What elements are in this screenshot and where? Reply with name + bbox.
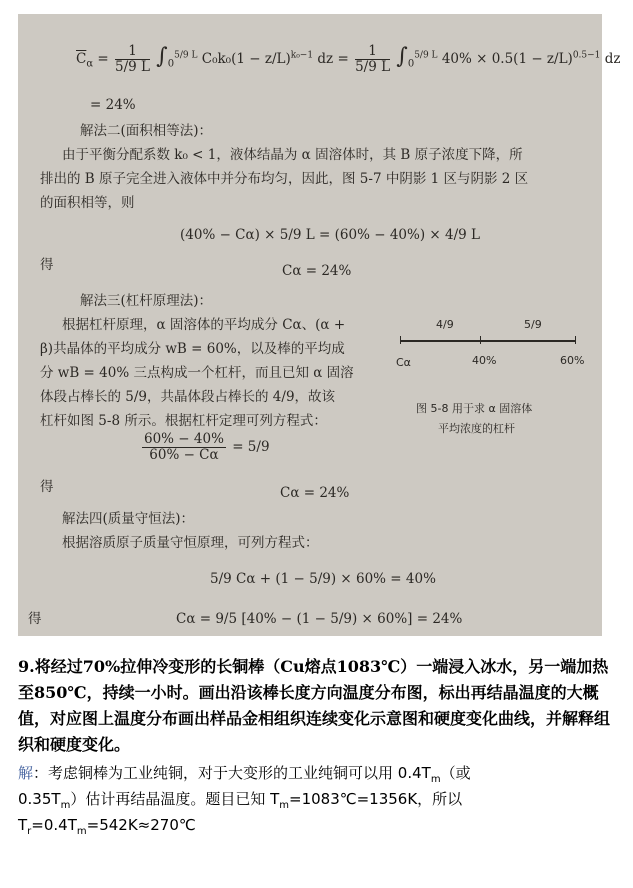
method3-title: 解法三(杠杆原理法)： <box>80 293 213 309</box>
solution-label: 解 <box>18 764 34 782</box>
equation-integral: $\overline{C}_\alpha$ = $\frac{1}{5/9 L}$ $\int_0^{5/9 L}$ $C_0k_0(1 - z/L)^{k_0-1}$ dz = $\frac{1}{5/9 L}$ $\int_0^{5/9 L}$ $40\% \times 0.5(1 - z/L)^{0.5-1}$ dz <box>76 43 621 75</box>
solution-line: $T_r=0.4T_m=542K\approx 270℃$ <box>18 816 196 837</box>
question-9: 9.将经过70%拉伸冷变形的长铜棒（Cu熔点1083℃）一端浸入冰水，另一端加热至850℃，持续一小时。画出沿该棒长度方向温度分布图，标出再结晶温度的大概值，对应图上温度分布画出样品金相组织连续变化示意图和硬度变化曲线，并解释组织和硬度变化。 <box>18 657 611 754</box>
de-label: 得 <box>28 611 42 627</box>
lever-caption: 平均浓度的杠杆 <box>438 422 515 435</box>
equation-mass: 5/9 Cα + (1 − 5/9) × 60% = 40% <box>210 571 436 587</box>
lever-caption: 图 5-8 用于求 α 固溶体 <box>416 402 533 415</box>
de-label: 得 <box>40 479 54 495</box>
method3-line: β)共晶体的平均成分 wB = 60%，以及棒的平均成 <box>40 341 345 357</box>
lever-seg-right-label: 5/9 <box>524 318 542 331</box>
method3-line: 分 wB = 40% 三点构成一个杠杆，而且已知 α 固溶 <box>40 365 354 381</box>
equation-area-result: Cα = 24% <box>282 263 352 279</box>
lever-rod <box>400 340 576 342</box>
textbook-photo <box>18 14 621 636</box>
lever-tick <box>400 336 401 344</box>
solution-line: $0.35T_m$）估计再结晶温度。题目已知 $T_m=1083℃=1356K$，所以 <box>18 790 463 811</box>
method2-line: 的面积相等，则 <box>40 195 135 211</box>
solution-line: 解：考虑铜棒为工业纯铜，对于大变形的工业纯铜可以用 $0.4T_m$（或 <box>18 764 471 785</box>
lever-point-right: 60% <box>560 354 585 367</box>
method2-line: 排出的 B 原子完全进入液体中并分布均匀，因此，图 5-7 中阴影 1 区与阴影 2 区 <box>40 171 529 187</box>
lever-tick <box>480 336 481 344</box>
lever-seg-left-label: 4/9 <box>436 318 454 331</box>
equation-integral-result: = 24% <box>90 97 136 113</box>
method2-title: 解法二(面积相等法)： <box>80 123 213 139</box>
method3-line: 根据杠杆原理，α 固溶体的平均成分 Cα、(α + <box>62 317 346 333</box>
solution <box>18 760 618 838</box>
lever-point-left: Cα <box>396 356 411 369</box>
method4-title: 解法四(质量守恒法)： <box>62 511 195 527</box>
equation-area: (40% − Cα) × 5/9 L = (60% − 40%) × 4/9 L <box>180 227 480 243</box>
method2-line: 由于平衡分配系数 k₀ < 1，液体结晶为 α 固溶体时，其 B 原子浓度下降，所 <box>62 147 523 163</box>
equation-mass-result: Cα = 9/5 [40% − (1 − 5/9) × 60%] = 24% <box>176 611 463 627</box>
de-label: 得 <box>40 257 54 273</box>
equation-lever-result: Cα = 24% <box>280 485 350 501</box>
lever-point-mid: 40% <box>472 354 497 367</box>
lever-tick <box>575 336 576 344</box>
method3-line: 杠杆如图 5-8 所示。根据杠杆定理可列方程式： <box>40 413 327 429</box>
equation-lever: $\frac{60\% - 40\%}{60\% - C\alpha}$ = 5/9 <box>144 431 270 463</box>
method3-line: 体段占棒长的 5/9，共晶体段占棒长的 4/9，故该 <box>40 389 336 405</box>
method4-line: 根据溶质原子质量守恒原理，可列方程式： <box>62 535 319 551</box>
